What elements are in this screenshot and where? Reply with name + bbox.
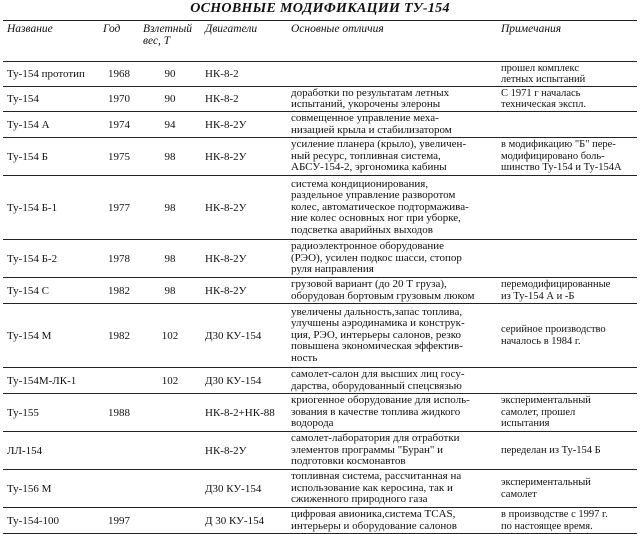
cell-notes: перемодифицированные из Ту-154 А и -Б	[497, 278, 637, 304]
cell-notes	[497, 368, 637, 394]
table-row	[3, 62, 637, 87]
cell-engines: Д30 КУ-154	[201, 304, 287, 368]
cell-differences: увеличены дальность,запас топлива, улучшены аэродинамика и конструк- ция, РЭО, интерьеры салонов, резко повышена экономическая эффектив- ность	[287, 304, 497, 368]
cell-name: Ту-156 М	[3, 470, 99, 508]
cell-differences: доработки по результатам летных испытаний, укорочены элероны	[287, 87, 497, 112]
cell-takeoff-weight: 98	[139, 278, 201, 304]
cell-name: Ту-154 прототип	[3, 62, 99, 87]
cell-year: 1978	[99, 240, 139, 278]
cell-differences: усиление планера (крыло), увеличен- ный ресурс, топливная система, АБСУ-154-2, эргономика кабины	[287, 138, 497, 176]
table-row	[3, 176, 637, 240]
cell-engines: Д30 КУ-154	[201, 368, 287, 394]
cell-differences	[287, 62, 497, 87]
cell-name: Ту-155	[3, 394, 99, 432]
cell-notes: С 1971 г началась техническая экспл.	[497, 87, 637, 112]
cell-year: 1970	[99, 87, 139, 112]
cell-name: Ту-154-100	[3, 508, 99, 534]
cell-year: 1982	[99, 304, 139, 368]
cell-year	[99, 470, 139, 508]
cell-name: Ту-154 Б-2	[3, 240, 99, 278]
cell-notes: в производстве с 1997 г. по настоящее время.	[497, 508, 637, 534]
cell-notes	[497, 176, 637, 240]
cell-name: Ту-154	[3, 87, 99, 112]
cell-name: Ту-154 С	[3, 278, 99, 304]
table-row	[3, 240, 637, 278]
cell-notes	[497, 240, 637, 278]
cell-takeoff-weight	[139, 508, 201, 534]
cell-notes	[497, 112, 637, 138]
table-row	[3, 278, 637, 304]
cell-notes: серийное производство началось в 1984 г.	[497, 304, 637, 368]
table-row	[3, 432, 637, 470]
cell-differences: самолет-салон для высших лиц госу- дарства, оборудованный спецсвязью	[287, 368, 497, 394]
cell-year: 1997	[99, 508, 139, 534]
cell-differences: криогенное оборудование для исполь- зования в качестве топлива жидкого водорода	[287, 394, 497, 432]
table-row	[3, 470, 637, 508]
cell-name: ЛЛ-154	[3, 432, 99, 470]
table-body	[3, 62, 637, 534]
column-header-differences: Основные отличия	[287, 21, 497, 62]
column-header-year: Год	[99, 21, 139, 62]
cell-differences: грузовой вариант (до 20 Т груза), оборудован бортовым грузовым люком	[287, 278, 497, 304]
cell-engines: НК-8-2У	[201, 138, 287, 176]
table-row	[3, 304, 637, 368]
cell-differences: самолет-лаборатория для отработки элементов программы "Буран" и подготовки космонавтов	[287, 432, 497, 470]
cell-notes: прошел комплекс летных испытаний	[497, 62, 637, 87]
cell-name: Ту-154 М	[3, 304, 99, 368]
table-row	[3, 112, 637, 138]
table-row	[3, 87, 637, 112]
cell-name: Ту-154 А	[3, 112, 99, 138]
cell-name: Ту-154 Б-1	[3, 176, 99, 240]
cell-takeoff-weight: 90	[139, 87, 201, 112]
cell-notes: экспериментальный самолет, прошел испытания	[497, 394, 637, 432]
cell-engines: НК-8-2	[201, 87, 287, 112]
column-header-takeoff-weight: Взлетный вес, Т	[139, 21, 201, 62]
table-row	[3, 508, 637, 534]
cell-takeoff-weight: 94	[139, 112, 201, 138]
cell-engines: НК-8-2У	[201, 278, 287, 304]
cell-takeoff-weight: 98	[139, 138, 201, 176]
cell-differences: совмещенное управление меха- низацией крыла и стабилизатором	[287, 112, 497, 138]
cell-takeoff-weight: 102	[139, 304, 201, 368]
table-row	[3, 368, 637, 394]
table-row	[3, 394, 637, 432]
cell-takeoff-weight: 98	[139, 240, 201, 278]
cell-engines: Д30 КУ-154	[201, 470, 287, 508]
cell-name: Ту-154 Б	[3, 138, 99, 176]
cell-year: 1968	[99, 62, 139, 87]
cell-takeoff-weight	[139, 432, 201, 470]
cell-year: 1988	[99, 394, 139, 432]
cell-notes: переделан из Ту-154 Б	[497, 432, 637, 470]
cell-engines: НК-8-2У	[201, 432, 287, 470]
table-row	[3, 138, 637, 176]
cell-notes: в модификацию "Б" пере- модифицировано боль- шинство Ту-154 и Ту-154А	[497, 138, 637, 176]
cell-engines: Д 30 КУ-154	[201, 508, 287, 534]
cell-year	[99, 432, 139, 470]
column-header-notes: Примечания	[497, 21, 637, 62]
table-header-row	[3, 21, 637, 62]
page-title: ОСНОВНЫЕ МОДИФИКАЦИИ ТУ-154	[190, 1, 450, 16]
modifications-table	[3, 20, 637, 534]
cell-year: 1977	[99, 176, 139, 240]
cell-takeoff-weight: 102	[139, 368, 201, 394]
cell-year: 1975	[99, 138, 139, 176]
cell-year: 1982	[99, 278, 139, 304]
cell-engines: НК-8-2У	[201, 240, 287, 278]
cell-engines: НК-8-2У	[201, 176, 287, 240]
cell-year: 1974	[99, 112, 139, 138]
cell-takeoff-weight	[139, 470, 201, 508]
cell-engines: НК-8-2У	[201, 112, 287, 138]
cell-differences: система кондиционирования, раздельное управление разворотом колес, автоматическое подтормажива- ние колес основных ног при уборке, подсветка аварийных выходов	[287, 176, 497, 240]
column-header-engines: Двигатели	[201, 21, 287, 62]
cell-notes: экспериментальный самолет	[497, 470, 637, 508]
cell-differences: цифровая авионика,система TCAS, интерьеры и оборудование салонов	[287, 508, 497, 534]
column-header-name: Название	[3, 21, 99, 62]
cell-takeoff-weight: 90	[139, 62, 201, 87]
cell-name: Ту-154М-ЛК-1	[3, 368, 99, 394]
cell-differences: радиоэлектронное оборудование (РЭО), усилен подкос шасси, стопор руля направления	[287, 240, 497, 278]
cell-year	[99, 368, 139, 394]
cell-takeoff-weight	[139, 394, 201, 432]
cell-differences: топливная система, рассчитанная на использование как керосина, так и сжиженного природного газа	[287, 470, 497, 508]
cell-takeoff-weight: 98	[139, 176, 201, 240]
cell-engines: НК-8-2	[201, 62, 287, 87]
cell-engines: НК-8-2+НК-88	[201, 394, 287, 432]
